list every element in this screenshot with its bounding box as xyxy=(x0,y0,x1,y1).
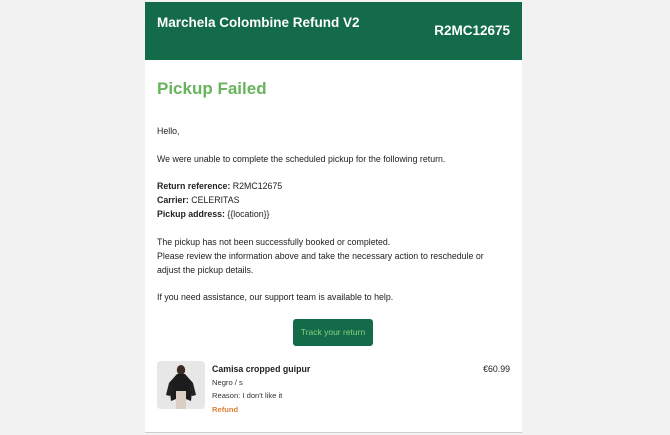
product-name: Camisa cropped guipur xyxy=(212,364,311,374)
return-reference-line xyxy=(157,179,282,193)
pickup-address-value: {{location}} xyxy=(227,209,270,219)
return-reference-value: R2MC12675 xyxy=(232,181,283,191)
carrier-label: Carrier: xyxy=(157,195,189,205)
carrier-line xyxy=(157,193,239,207)
brand-name: Marchela Colombine Refund V2 xyxy=(157,15,360,30)
intro-text: We were unable to complete the scheduled pickup for the following return. xyxy=(157,154,446,164)
carrier-value: CELERITAS xyxy=(191,195,240,205)
assistance-text: If you need assistance, our support team is available to help. xyxy=(157,292,394,302)
product-variant: Negro / s xyxy=(212,378,243,387)
product-price: €60.99 xyxy=(483,364,510,374)
body-line-3: adjust the pickup details. xyxy=(157,265,254,275)
header-reference: R2MC12675 xyxy=(434,23,510,38)
return-reason: Reason: I don't like it xyxy=(212,391,283,400)
body-line-1: The pickup has not been successfully booked or completed. xyxy=(157,237,391,247)
body-line-2: Please review the information above and take the necessary action to reschedule or xyxy=(157,251,484,261)
greeting: Hello, xyxy=(157,126,180,136)
refund-tag: Refund xyxy=(212,405,239,414)
pickup-address-line xyxy=(157,207,270,221)
track-return-button[interactable]: Track your return xyxy=(293,319,373,346)
email-header xyxy=(145,2,522,60)
return-reference-label: Return reference: xyxy=(157,181,231,191)
email-title: Pickup Failed xyxy=(157,79,267,98)
email-card xyxy=(145,2,522,433)
product-photo-icon xyxy=(157,361,205,409)
pickup-address-label: Pickup address: xyxy=(157,209,225,219)
